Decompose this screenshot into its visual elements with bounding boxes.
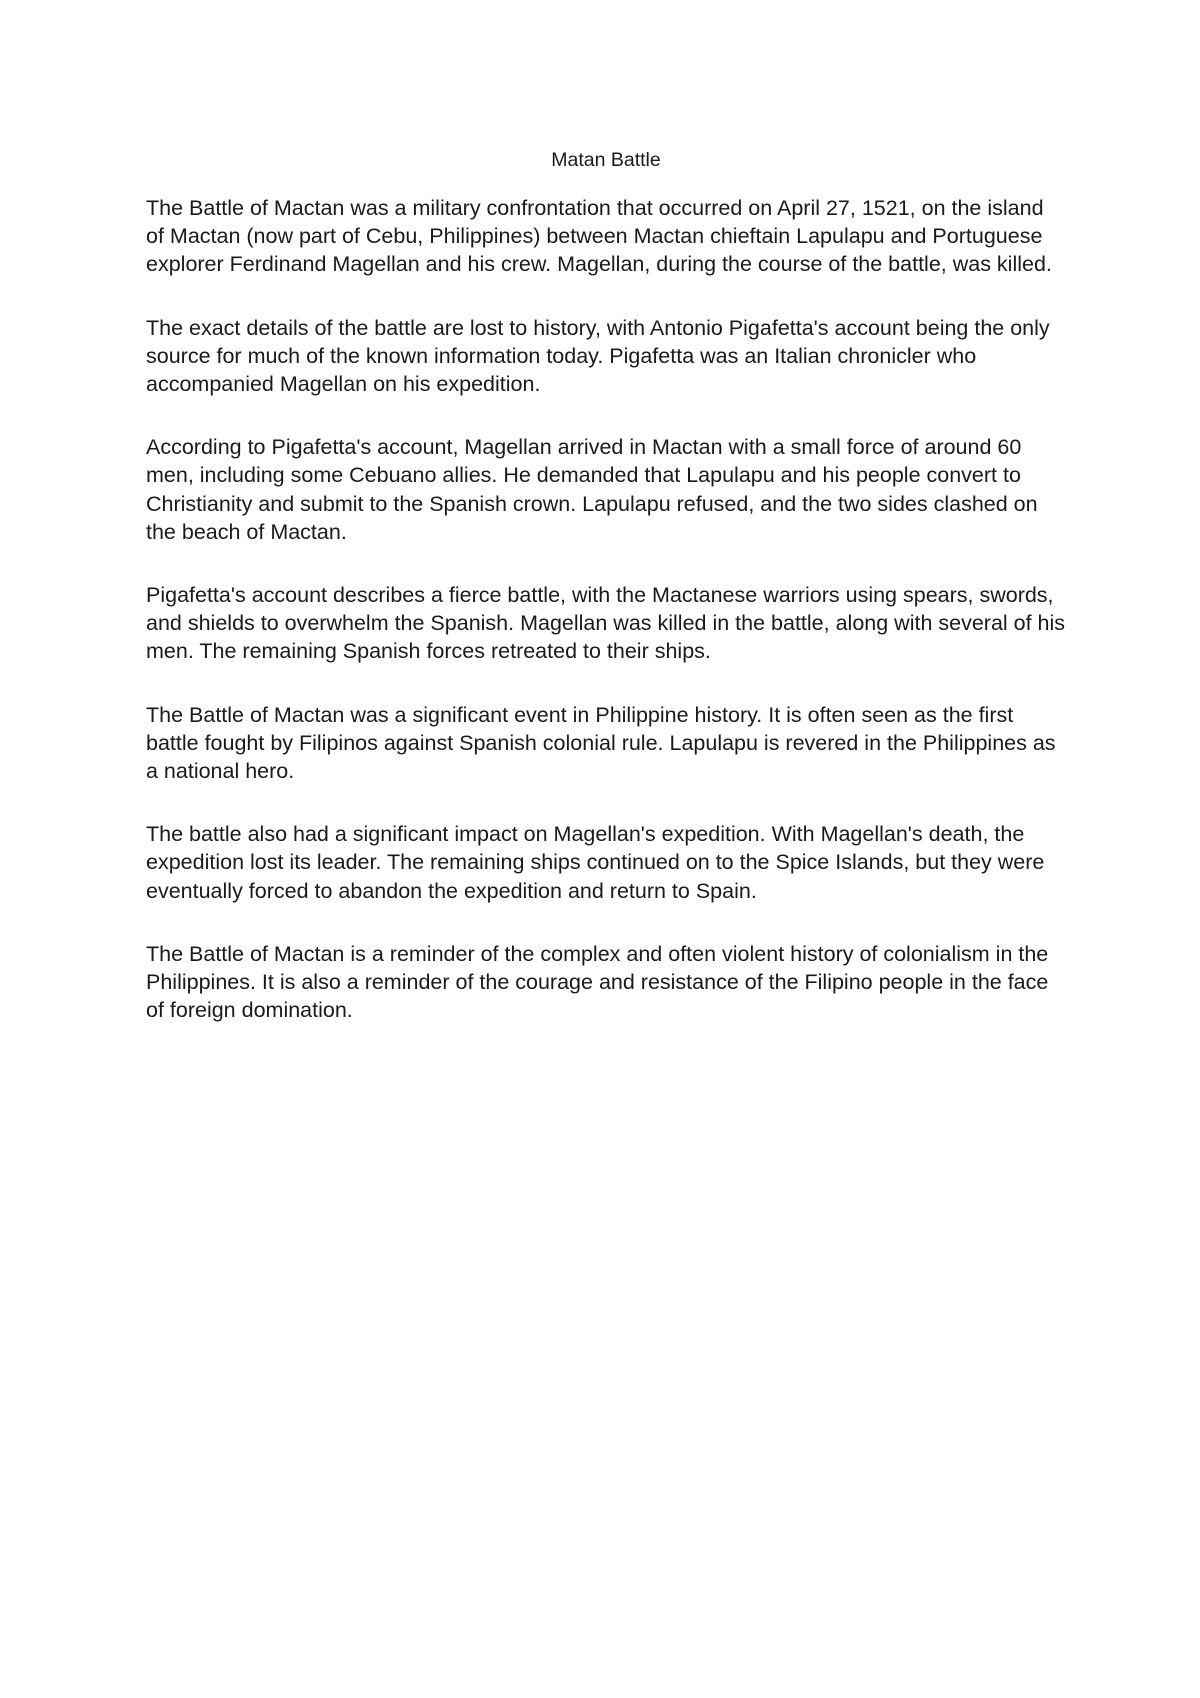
paragraph-7: The Battle of Mactan is a reminder of the complex and often violent history of colonialism in the Philippines. It is also a reminder of the courage and resistance of the Filipino people in the face of foreign domination. — [146, 941, 1049, 1023]
paragraph-2: The exact details of the battle are lost to history, with Antonio Pigafetta's account being the only source for much of the known information today. Pigafetta was an Italian chronicler who accompanied Magellan on his expedition. — [146, 315, 1050, 397]
paragraph-1: The Battle of Mactan was a military confrontation that occurred on April 27, 1521, on the island of Mactan (now part of Cebu, Philippines) between Mactan chieftain Lapulapu and Portuguese explorer Ferdinand Magellan and his crew. Magellan, during the course of the battle, was killed. — [146, 196, 1052, 277]
paragraph-6: The battle also had a significant impact on Magellan's expedition. With Magellan's death, the expedition lost its leader. The remaining ships continued on to the Spice Islands, but they were eventually forced to abandon the expedition and return to Spain. — [146, 822, 1045, 903]
document-title: Matan Battle — [551, 149, 661, 171]
document-body — [146, 146, 1066, 1059]
paragraph-3: According to Pigafetta's account, Magellan arrived in Mactan with a small force of around 60 men, including some Cebuano allies. He demanded that Lapulapu and his people convert to Christianity and submit to the Spanish crown. Lapulapu refused, and the two sides clashed on the beach of Mactan. — [146, 435, 1038, 544]
paragraph-4: Pigafetta's account describes a fierce battle, with the Mactanese warriors using spears, swords, and shields to overwhelm the Spanish. Magellan was killed in the battle, along with several of his men. The remaining Spanish forces retreated to their ships. — [146, 583, 1066, 664]
paragraph-5: The Battle of Mactan was a significant event in Philippine history. It is often seen as the first battle fought by Filipinos against Spanish colonial rule. Lapulapu is revered in the Philippines as a national hero. — [146, 702, 1056, 784]
